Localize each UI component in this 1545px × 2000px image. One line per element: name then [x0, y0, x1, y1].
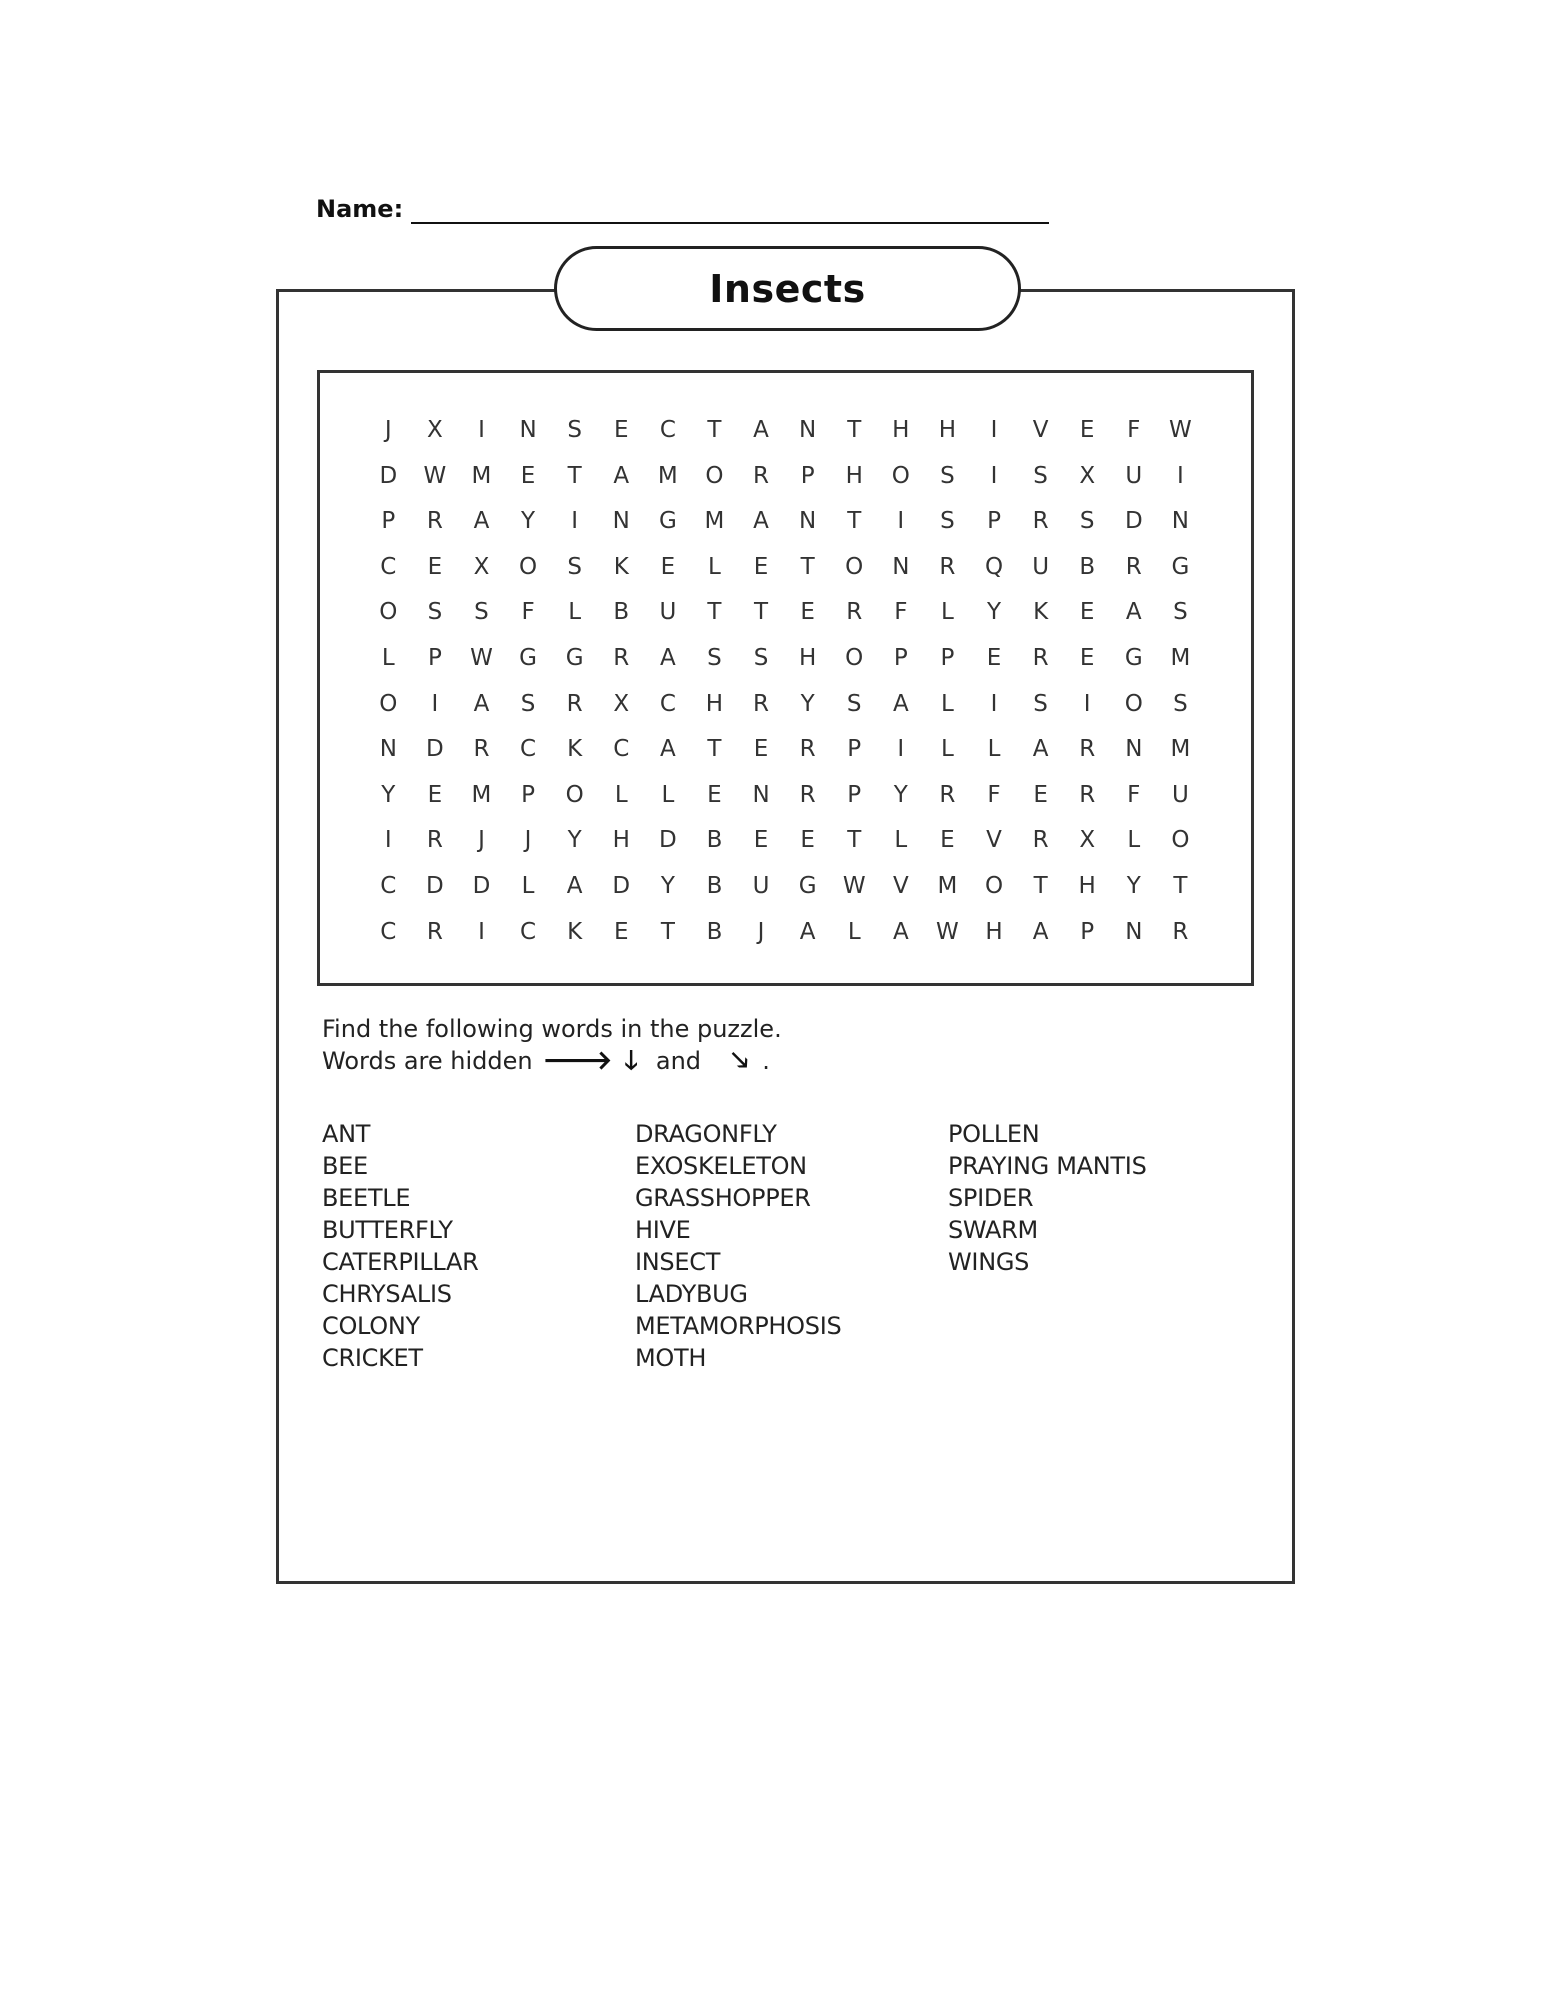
word-list-item: BUTTERFLY [322, 1216, 453, 1244]
grid-letter[interactable]: W [842, 872, 866, 899]
grid-letter[interactable]: R [1032, 508, 1049, 535]
word-list-item: CATERPILLAR [322, 1248, 479, 1276]
grid-letter[interactable]: R [566, 690, 583, 717]
grid-letter[interactable]: C [659, 690, 676, 717]
grid-letter[interactable]: T [847, 827, 862, 854]
grid-letter[interactable]: R [426, 918, 443, 945]
grid-letter[interactable]: L [847, 918, 861, 945]
grid-letter[interactable]: M [937, 872, 958, 899]
grid-letter[interactable]: Y [893, 781, 908, 808]
grid-letter[interactable]: O [845, 553, 864, 580]
grid-letter[interactable]: P [381, 508, 396, 535]
grid-letter[interactable]: R [1032, 644, 1049, 671]
grid-letter[interactable]: S [940, 508, 955, 535]
grid-letter[interactable]: O [519, 553, 538, 580]
grid-letter[interactable]: S [1173, 690, 1188, 717]
grid-letter[interactable]: O [1124, 690, 1143, 717]
grid-letter[interactable]: H [985, 918, 1003, 945]
word-list-item: DRAGONFLY [635, 1120, 777, 1148]
grid-letter[interactable]: T [800, 553, 815, 580]
grid-letter[interactable]: S [753, 644, 769, 671]
grid-letter[interactable]: C [380, 918, 397, 945]
word-list-item: METAMORPHOSIS [635, 1312, 842, 1340]
grid-letter[interactable]: S [1173, 599, 1188, 626]
grid-letter[interactable]: M [1170, 644, 1191, 671]
grid-letter[interactable]: N [379, 736, 397, 763]
letter-grid [365, 408, 1204, 955]
grid-letter[interactable]: T [567, 462, 582, 489]
grid-letter[interactable]: O [1171, 827, 1190, 854]
grid-letter[interactable]: B [706, 918, 723, 945]
grid-letter[interactable]: E [1079, 644, 1095, 671]
grid-letter[interactable]: I [897, 736, 905, 763]
grid-letter[interactable]: N [892, 553, 910, 580]
grid-letter[interactable]: A [799, 918, 816, 945]
word-list-column-1 [322, 1118, 635, 1374]
grid-letter[interactable]: H [1078, 872, 1096, 899]
grid-letter[interactable]: S [474, 599, 489, 626]
grid-letter[interactable]: I [990, 417, 998, 443]
grid-letter[interactable]: C [520, 736, 537, 763]
word-list-item: BEETLE [322, 1184, 411, 1212]
word-list-item: CHRYSALIS [322, 1280, 452, 1308]
grid-letter[interactable]: M [1170, 736, 1191, 763]
grid-letter[interactable]: K [567, 736, 583, 763]
grid-letter[interactable]: C [613, 736, 630, 763]
instructions-prefix: Words are hidden [322, 1047, 533, 1075]
grid-letter[interactable]: W [936, 918, 959, 945]
grid-letter[interactable]: P [893, 644, 908, 671]
word-list-item: SPIDER [948, 1184, 1034, 1212]
grid-letter[interactable]: J [524, 827, 532, 854]
grid-letter[interactable]: L [894, 827, 908, 854]
grid-letter[interactable]: I [990, 690, 998, 717]
grid-letter[interactable]: I [478, 918, 485, 945]
grid-letter[interactable]: P [847, 781, 862, 808]
grid-letter[interactable]: R [1125, 553, 1142, 580]
grid-letter[interactable]: E [1079, 599, 1095, 626]
grid-letter[interactable]: W [423, 462, 447, 489]
grid-letter[interactable]: P [940, 644, 955, 671]
arrow-right-icon: 🡒 [542, 1046, 613, 1076]
grid-letter[interactable]: N [519, 417, 537, 443]
grid-letter[interactable]: S [1033, 462, 1048, 489]
grid-letter[interactable]: F [1127, 417, 1141, 443]
grid-letter[interactable]: Q [984, 553, 1004, 580]
grid-letter[interactable]: L [941, 736, 954, 763]
grid-letter[interactable]: E [986, 644, 1002, 671]
grid-letter[interactable]: E [800, 599, 815, 626]
grid-letter[interactable]: H [705, 690, 724, 717]
page-title: Insects [709, 266, 866, 311]
grid-letter[interactable]: S [846, 690, 862, 717]
grid-letter[interactable]: S [940, 462, 955, 489]
grid-letter[interactable]: M [471, 462, 492, 489]
grid-letter[interactable]: G [1124, 644, 1143, 671]
grid-letter[interactable]: U [1125, 462, 1143, 489]
grid-letter[interactable]: C [659, 417, 676, 443]
grid-letter[interactable]: T [754, 599, 769, 626]
grid-letter[interactable]: T [1033, 872, 1048, 899]
grid-letter[interactable]: R [799, 736, 816, 763]
grid-letter[interactable]: T [1173, 872, 1188, 899]
grid-letter[interactable]: U [1171, 781, 1189, 808]
word-list-item: POLLEN [948, 1120, 1040, 1148]
grid-letter[interactable]: E [613, 918, 629, 945]
instructions [322, 1013, 782, 1077]
title-banner [554, 246, 1021, 331]
grid-letter[interactable]: M [471, 781, 492, 808]
grid-letter[interactable]: T [847, 508, 862, 535]
grid-letter[interactable]: I [571, 508, 579, 535]
grid-letter[interactable]: D [426, 736, 444, 763]
grid-letter[interactable]: O [565, 781, 584, 808]
grid-letter[interactable]: B [613, 599, 630, 626]
grid-letter[interactable]: E [427, 553, 443, 580]
word-list-item: BEE [322, 1152, 368, 1180]
grid-letter[interactable]: R [939, 781, 956, 808]
grid-letter[interactable]: Y [800, 690, 815, 717]
grid-letter[interactable]: S [567, 553, 582, 580]
grid-letter[interactable]: A [1032, 918, 1049, 945]
word-list-item: WINGS [948, 1248, 1030, 1276]
grid-letter[interactable]: M [704, 508, 725, 535]
grid-letter[interactable]: T [660, 918, 675, 945]
word-list-item: EXOSKELETON [635, 1152, 807, 1180]
grid-letter[interactable]: K [567, 918, 583, 945]
grid-letter[interactable]: P [987, 508, 1001, 535]
grid-letter[interactable]: R [753, 690, 770, 717]
grid-letter[interactable]: R [1172, 918, 1189, 945]
word-list-item: COLONY [322, 1312, 420, 1340]
grid-letter[interactable]: Y [986, 599, 1002, 626]
grid-letter[interactable]: N [1171, 508, 1189, 535]
grid-letter[interactable]: Y [567, 827, 582, 854]
grid-letter[interactable]: A [753, 417, 769, 443]
grid-letter[interactable]: F [987, 781, 1001, 808]
grid-letter[interactable]: L [708, 553, 721, 580]
word-list-column-2 [635, 1118, 948, 1374]
word-list-item: GRASSHOPPER [635, 1184, 811, 1212]
grid-letter[interactable]: I [897, 508, 905, 535]
grid-letter[interactable]: S [567, 417, 582, 443]
grid-letter[interactable]: S [707, 644, 722, 671]
grid-letter[interactable]: J [478, 827, 485, 854]
grid-letter[interactable]: F [521, 599, 535, 626]
grid-letter[interactable]: G [519, 644, 537, 671]
grid-letter[interactable]: J [757, 918, 765, 945]
arrow-diagonal-down-right-icon: 🡖 [731, 1046, 749, 1076]
grid-letter[interactable]: B [1079, 553, 1096, 580]
grid-letter[interactable]: G [658, 508, 677, 535]
grid-letter[interactable]: C [380, 872, 397, 899]
grid-letter[interactable]: I [990, 462, 998, 489]
grid-letter[interactable]: L [941, 599, 954, 626]
instructions-line-2 [322, 1045, 782, 1077]
grid-letter[interactable]: R [1079, 781, 1096, 808]
grid-letter[interactable]: N [1125, 918, 1143, 945]
grid-letter[interactable]: E [753, 827, 769, 854]
grid-letter[interactable]: A [753, 508, 769, 535]
grid-letter[interactable]: E [1079, 417, 1095, 443]
grid-letter[interactable]: L [987, 736, 1001, 763]
grid-letter[interactable]: H [845, 462, 863, 489]
grid-letter[interactable]: A [613, 462, 630, 489]
grid-letter[interactable]: T [847, 417, 862, 443]
grid-letter[interactable]: X [1079, 827, 1096, 854]
grid-letter[interactable]: I [478, 417, 485, 443]
grid-letter[interactable]: Y [1126, 872, 1141, 899]
grid-letter[interactable]: A [566, 872, 583, 899]
word-list-item: LADYBUG [635, 1280, 748, 1308]
grid-letter[interactable]: X [1079, 462, 1096, 489]
grid-letter[interactable]: E [707, 781, 722, 808]
grid-letter[interactable]: O [379, 690, 398, 717]
grid-letter[interactable]: E [613, 417, 629, 443]
word-list-item: HIVE [635, 1216, 691, 1244]
grid-letter[interactable]: L [381, 644, 395, 671]
grid-letter[interactable]: U [659, 599, 677, 626]
grid-letter[interactable]: A [659, 736, 676, 763]
grid-letter[interactable]: G [1171, 553, 1190, 580]
grid-letter[interactable]: N [1125, 736, 1143, 763]
grid-letter[interactable]: H [892, 417, 910, 443]
grid-letter[interactable]: W [1169, 417, 1192, 443]
grid-letter[interactable]: I [431, 690, 439, 717]
word-list-item: SWARM [948, 1216, 1038, 1244]
grid-letter[interactable]: D [659, 827, 677, 854]
grid-letter[interactable]: A [473, 690, 490, 717]
grid-letter[interactable]: B [706, 872, 723, 899]
name-label: Name: [316, 195, 404, 223]
grid-letter[interactable]: Y [660, 872, 675, 899]
grid-letter[interactable]: L [661, 781, 675, 808]
arrow-down-icon: 🡓 [624, 1046, 638, 1076]
grid-letter[interactable]: R [426, 508, 443, 535]
grid-letter[interactable]: V [1032, 417, 1049, 443]
grid-letter[interactable]: L [1127, 827, 1141, 854]
grid-letter[interactable]: E [1033, 781, 1048, 808]
instructions-and: and [655, 1047, 702, 1075]
grid-letter[interactable]: B [706, 827, 723, 854]
grid-letter[interactable]: R [939, 553, 956, 580]
grid-letter[interactable]: F [894, 599, 908, 626]
grid-letter[interactable]: A [1125, 599, 1142, 626]
grid-letter[interactable]: H [798, 644, 817, 671]
grid-letter[interactable]: M [657, 462, 678, 489]
grid-letter[interactable]: V [892, 872, 909, 899]
grid-letter[interactable]: S [520, 690, 536, 717]
grid-letter[interactable]: X [613, 690, 630, 717]
grid-letter[interactable]: V [986, 827, 1002, 854]
grid-letter[interactable]: R [846, 599, 863, 626]
grid-letter[interactable]: S [1079, 508, 1095, 535]
word-list-item: PRAYING MANTIS [948, 1152, 1147, 1180]
grid-letter[interactable]: N [799, 417, 817, 443]
name-blank-line[interactable] [411, 196, 1049, 224]
grid-letter[interactable]: E [753, 736, 769, 763]
instructions-period: . [762, 1047, 770, 1075]
grid-letter[interactable]: R [1079, 736, 1096, 763]
grid-letter[interactable]: D [379, 462, 398, 489]
grid-letter[interactable]: P [427, 644, 442, 671]
grid-letter[interactable]: N [799, 508, 817, 535]
name-row [316, 190, 1049, 224]
grid-letter[interactable]: C [520, 918, 537, 945]
grid-letter[interactable]: E [660, 553, 676, 580]
grid-letter[interactable]: K [1033, 599, 1049, 626]
grid-letter[interactable]: R [613, 644, 630, 671]
grid-letter[interactable]: L [614, 781, 628, 808]
grid-letter[interactable]: T [707, 417, 722, 443]
grid-letter[interactable]: Y [381, 781, 396, 808]
grid-letter[interactable]: O [379, 599, 398, 626]
grid-letter[interactable]: P [521, 781, 536, 808]
grid-letter[interactable]: J [384, 417, 392, 443]
grid-letter[interactable]: X [427, 417, 443, 443]
grid-letter[interactable]: N [612, 508, 630, 535]
grid-letter[interactable]: U [1032, 553, 1050, 580]
word-list [322, 1118, 1261, 1374]
grid-letter[interactable]: P [847, 736, 862, 763]
grid-letter[interactable]: S [1033, 690, 1048, 717]
grid-letter[interactable]: U [752, 872, 770, 899]
grid-letter[interactable]: A [892, 918, 909, 945]
grid-letter[interactable]: W [470, 644, 493, 671]
grid-letter[interactable]: R [753, 462, 770, 489]
grid-letter[interactable]: P [800, 462, 815, 489]
grid-letter[interactable]: E [940, 827, 955, 854]
grid-letter[interactable]: X [473, 553, 490, 580]
grid-letter[interactable]: F [1127, 781, 1141, 808]
grid-letter[interactable]: H [938, 417, 957, 443]
grid-letter[interactable]: O [845, 644, 864, 671]
grid-letter[interactable]: E [427, 781, 443, 808]
grid-letter[interactable]: T [707, 599, 722, 626]
grid-letter[interactable]: H [612, 827, 630, 854]
grid-letter[interactable]: D [1124, 508, 1143, 535]
grid-letter[interactable]: G [798, 872, 817, 899]
word-list-item: MOTH [635, 1344, 707, 1372]
grid-letter[interactable]: A [473, 508, 490, 535]
grid-letter[interactable]: O [705, 462, 724, 489]
grid-letter[interactable]: D [426, 872, 444, 899]
word-list-item: INSECT [635, 1248, 721, 1276]
grid-letter[interactable]: D [472, 872, 491, 899]
grid-letter[interactable]: D [612, 872, 631, 899]
instructions-line-1: Find the following words in the puzzle. [322, 1015, 782, 1043]
grid-letter[interactable]: N [752, 781, 770, 808]
grid-letter[interactable]: R [473, 736, 490, 763]
grid-letter[interactable]: E [520, 462, 536, 489]
grid-letter[interactable]: A [659, 644, 676, 671]
grid-letter[interactable]: G [565, 644, 584, 671]
grid-letter[interactable]: I [1083, 690, 1091, 717]
grid-letter[interactable]: L [941, 690, 954, 717]
grid-letter[interactable]: L [521, 872, 535, 899]
grid-letter[interactable]: E [753, 553, 769, 580]
grid-letter[interactable]: Y [521, 508, 536, 535]
grid-letter[interactable]: C [380, 553, 397, 580]
grid-letter[interactable]: P [1080, 918, 1095, 945]
grid-letter[interactable]: E [800, 827, 815, 854]
word-list-item: CRICKET [322, 1344, 423, 1372]
grid-letter[interactable]: O [891, 462, 910, 489]
grid-letter[interactable]: A [1032, 736, 1049, 763]
grid-letter[interactable]: R [1032, 827, 1049, 854]
grid-letter[interactable]: I [1176, 462, 1184, 489]
grid-letter[interactable]: K [613, 553, 629, 580]
word-list-item: ANT [322, 1120, 371, 1148]
grid-letter[interactable]: O [984, 872, 1004, 899]
grid-letter[interactable]: R [799, 781, 816, 808]
grid-letter[interactable]: A [892, 690, 909, 717]
grid-letter[interactable]: S [427, 599, 443, 626]
grid-letter[interactable]: L [568, 599, 582, 626]
grid-letter[interactable]: T [707, 736, 722, 763]
grid-letter[interactable]: I [384, 827, 392, 854]
grid-letter[interactable]: R [426, 827, 443, 854]
word-list-column-3 [948, 1118, 1261, 1374]
